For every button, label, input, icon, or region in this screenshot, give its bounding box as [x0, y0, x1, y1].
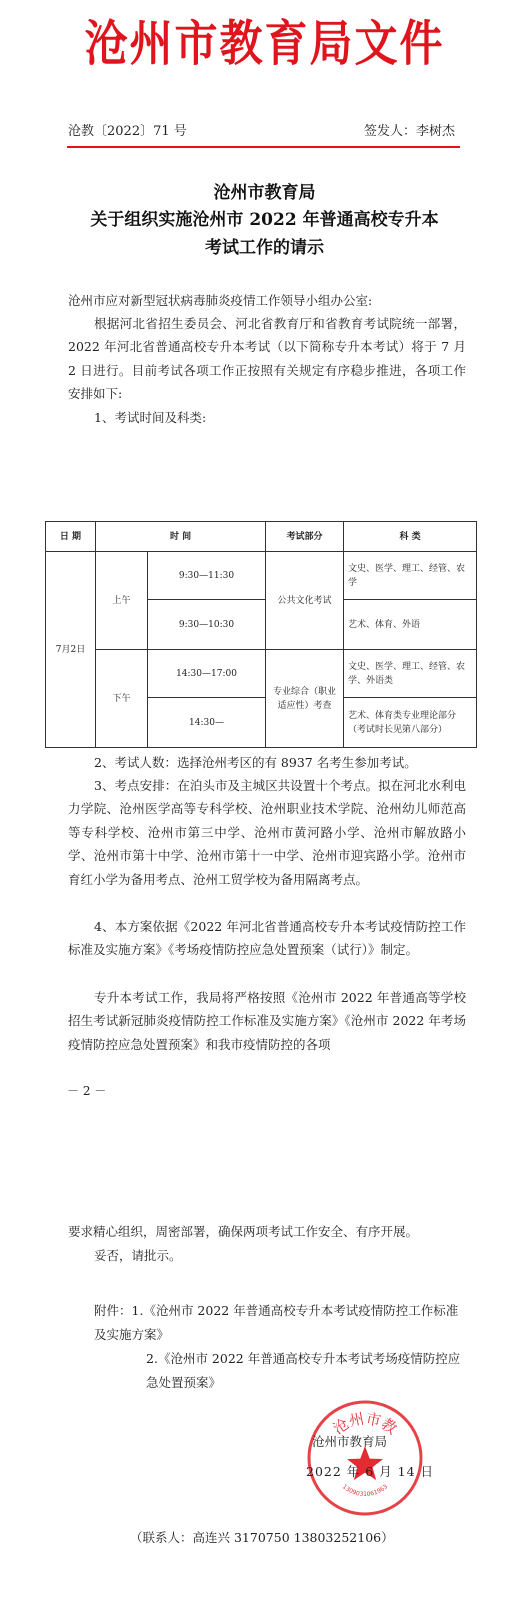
- seal-serial: 1309031061963: [340, 1483, 390, 1498]
- attachment-1-title: 《沧州市 2022 年普通高校专升本考试疫情防控工作标准及实施方案》: [94, 1303, 459, 1342]
- closing-paragraph: 专升本考试工作，我局将严格按照《沧州市 2022 年普通高等学校招生考试新冠肺炎疫情防控工作标准及实施方案》《沧州市 2022 年考场疫情防控应急处置预案》和我市疫情防控的各项: [68, 990, 466, 1052]
- title-line-1: 沧州市教育局: [213, 183, 316, 203]
- signature-organization: 沧州市教育局: [312, 1434, 388, 1449]
- official-seal: [305, 1398, 425, 1518]
- title-line-3: 考试工作的请示: [205, 238, 324, 258]
- red-divider-line: [67, 146, 460, 148]
- cell-time: 9:30—10:30: [148, 600, 266, 650]
- header-date: 日 期: [46, 522, 96, 552]
- salutation: 沧州市应对新型冠状病毒肺炎疫情工作领导小组办公室:: [68, 293, 373, 308]
- item-3: 3、考点安排：在泊头市及主城区共设置十个考点。拟在河北水利电力学院、沧州医学高等专科学校、沧州职业技术学院、沧州幼儿师范高等专科学校、沧州市第三中学、沧州市黄河路小学、沧州市解放路小学、沧州市第十中学、沧州市第十一中学、沧州市迎宾路小学。沧州市育红小学为备用考点、沧州工贸学校为备用隔离考点。: [68, 778, 466, 887]
- cell-subjects: 艺术、体育、外语: [344, 600, 477, 650]
- cell-time: 14:30—: [148, 698, 266, 748]
- title-line-2: 关于组织实施沧州市 2022 年普通高校专升本: [90, 210, 439, 230]
- exam-schedule-table: [45, 521, 477, 748]
- paragraph-intro: 根据河北省招生委员会、河北省教育厅和省教育考试院统一部署，2022 年河北省普通高校专升本考试（以下简称专升本考试）将于 7 月 2 日进行。目前考试各项工作正按照有关规定有序稳步推进，各项工作安排如下:: [68, 316, 466, 402]
- page-number: － 2 －: [67, 1084, 107, 1098]
- item-2: 2、考试人数：选择沧州考区的有 8937 名考生参加考试。: [94, 755, 417, 770]
- item-1: 1、考试时间及科类:: [94, 410, 207, 425]
- contact-info: （联系人：高连兴 3170750 13803252106）: [130, 1530, 394, 1545]
- attachment-2-title: 《沧州市 2022 年普通高校专升本考试考场疫情防控应急处置预案》: [146, 1351, 461, 1390]
- cell-subjects: 艺术、体育类专业理论部分（考试时长见第八部分）: [344, 698, 477, 748]
- cell-subjects: 文史、医学、理工、经管、农学: [344, 552, 477, 600]
- header-time: 时 间: [96, 522, 266, 552]
- attachment-label: 附件：1.: [94, 1303, 144, 1318]
- header-part: 考试部分: [266, 522, 344, 552]
- attachment-2-number: 2.: [146, 1351, 158, 1366]
- cell-morning: 上午: [96, 552, 148, 650]
- cell-time: 14:30—17:00: [148, 650, 266, 698]
- cell-part-vocational: 专业综合（职业适应性）考查: [266, 650, 344, 748]
- masthead-title: 沧州市教育局文件: [84, 16, 445, 73]
- attachment-2: [146, 1347, 464, 1395]
- cell-time: 9:30—11:30: [148, 552, 266, 600]
- cell-date: 7月2日: [46, 552, 96, 748]
- signature-date: 2022 年 6 月 14 日: [306, 1464, 435, 1479]
- document-number: 沧教〔2022〕71 号: [68, 124, 187, 139]
- cell-part-public: 公共文化考试: [266, 552, 344, 650]
- issuer: 签发人：李树杰: [363, 124, 455, 139]
- page2-line-1: 要求精心组织，周密部署，确保两项考试工作安全、有序开展。: [68, 1224, 419, 1239]
- cell-afternoon: 下午: [96, 650, 148, 748]
- attachment-1: [94, 1299, 464, 1347]
- item-4: 4、本方案依据《2022 年河北省普通高校专升本考试疫情防控工作标准及实施方案》《考场疫情防控应急处置预案（试行）》制定。: [68, 919, 466, 958]
- seal-arc-text: 沧州市教: [329, 1409, 401, 1439]
- page2-line-2: 妥否，请批示。: [94, 1248, 182, 1263]
- header-subjects: 科 类: [344, 522, 477, 552]
- cell-subjects: 文史、医学、理工、经管、农学、外语类: [344, 650, 477, 698]
